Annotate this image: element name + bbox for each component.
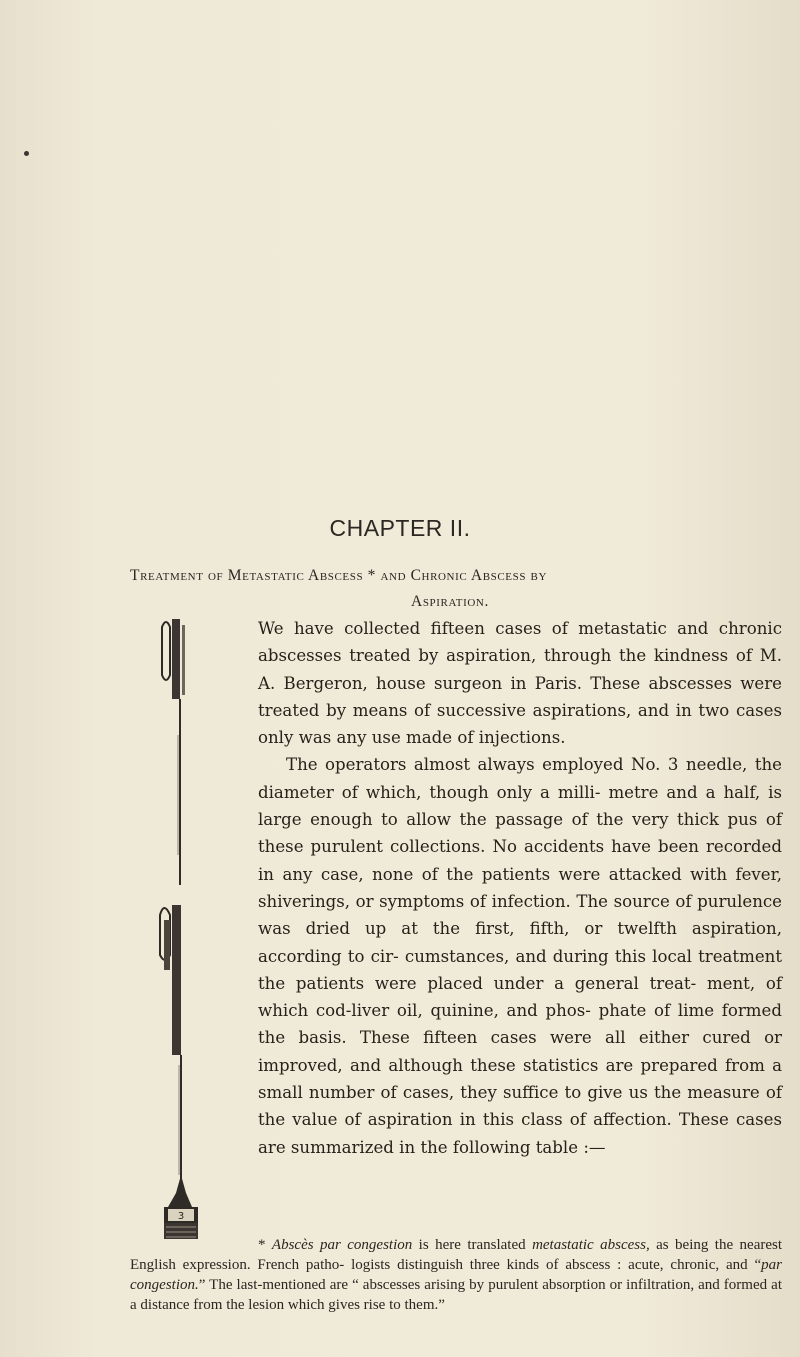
syringe-illustration [142, 615, 210, 1245]
section-heading-line2: Aspiration. [411, 593, 489, 610]
syringe-label: 3 [177, 1211, 185, 1222]
page-speck [24, 151, 29, 156]
footnote-term-2: metastatic abscess, [532, 1237, 650, 1253]
footnote [130, 1235, 782, 1315]
section-heading [130, 563, 770, 615]
paragraph-1: We have collected fifteen cases of metastatic and chronic abscesses treated by aspiration, through the kindness of M. A. Bergeron, house surgeon in Paris. These abscesses were treated by means of successive aspirations, and in two cases only was any use made of injections. [258, 619, 782, 748]
footnote-text-2: as being the nearest English expression. French patho- logists distinguish three kinds of abscess : acute, chronic, and “ [130, 1237, 783, 1273]
footnote-marker: * [258, 1237, 272, 1253]
paragraph-2: The operators almost always employed No. 3 needle, the diameter of which, though only a milli- metre and a half, is large enough to allow the passage of the very thick pus of these purulent collections. No accidents have been recorded in any case, none of the patients were attacked with fever, shiverings, or symptoms of infection. The source of purulence was dried up at the first, fifth, or twelfth aspiration, according to cir- cumstances, and during this local treatment the patients were placed under a general treat- ment, of which cod-liver oil, quinine, and phos- phate of lime formed the basis. These fifteen cases were all either cured or improved, and although these statistics are prepared from a small number of cases, they suffice to give us the measure of the value of aspiration in this class of affection. These cases are summarized in the following table :— [258, 755, 782, 1157]
footnote-term-3: par congestion. [130, 1257, 782, 1293]
footnote-text-1: is here translated [412, 1237, 533, 1253]
section-heading-line1: Treatment of Metastatic Abscess * and Chronic Abscess by [130, 567, 548, 584]
footnote-text-3: ” The last-mentioned are “ abscesses arising by purulent absorption or infiltration, and formed at a distance from the lesion which gives rise to them.” [130, 1277, 782, 1313]
body-text [258, 615, 782, 1161]
footnote-term: Abscès par congestion [271, 1237, 413, 1253]
chapter-title: CHAPTER II. [329, 515, 471, 541]
